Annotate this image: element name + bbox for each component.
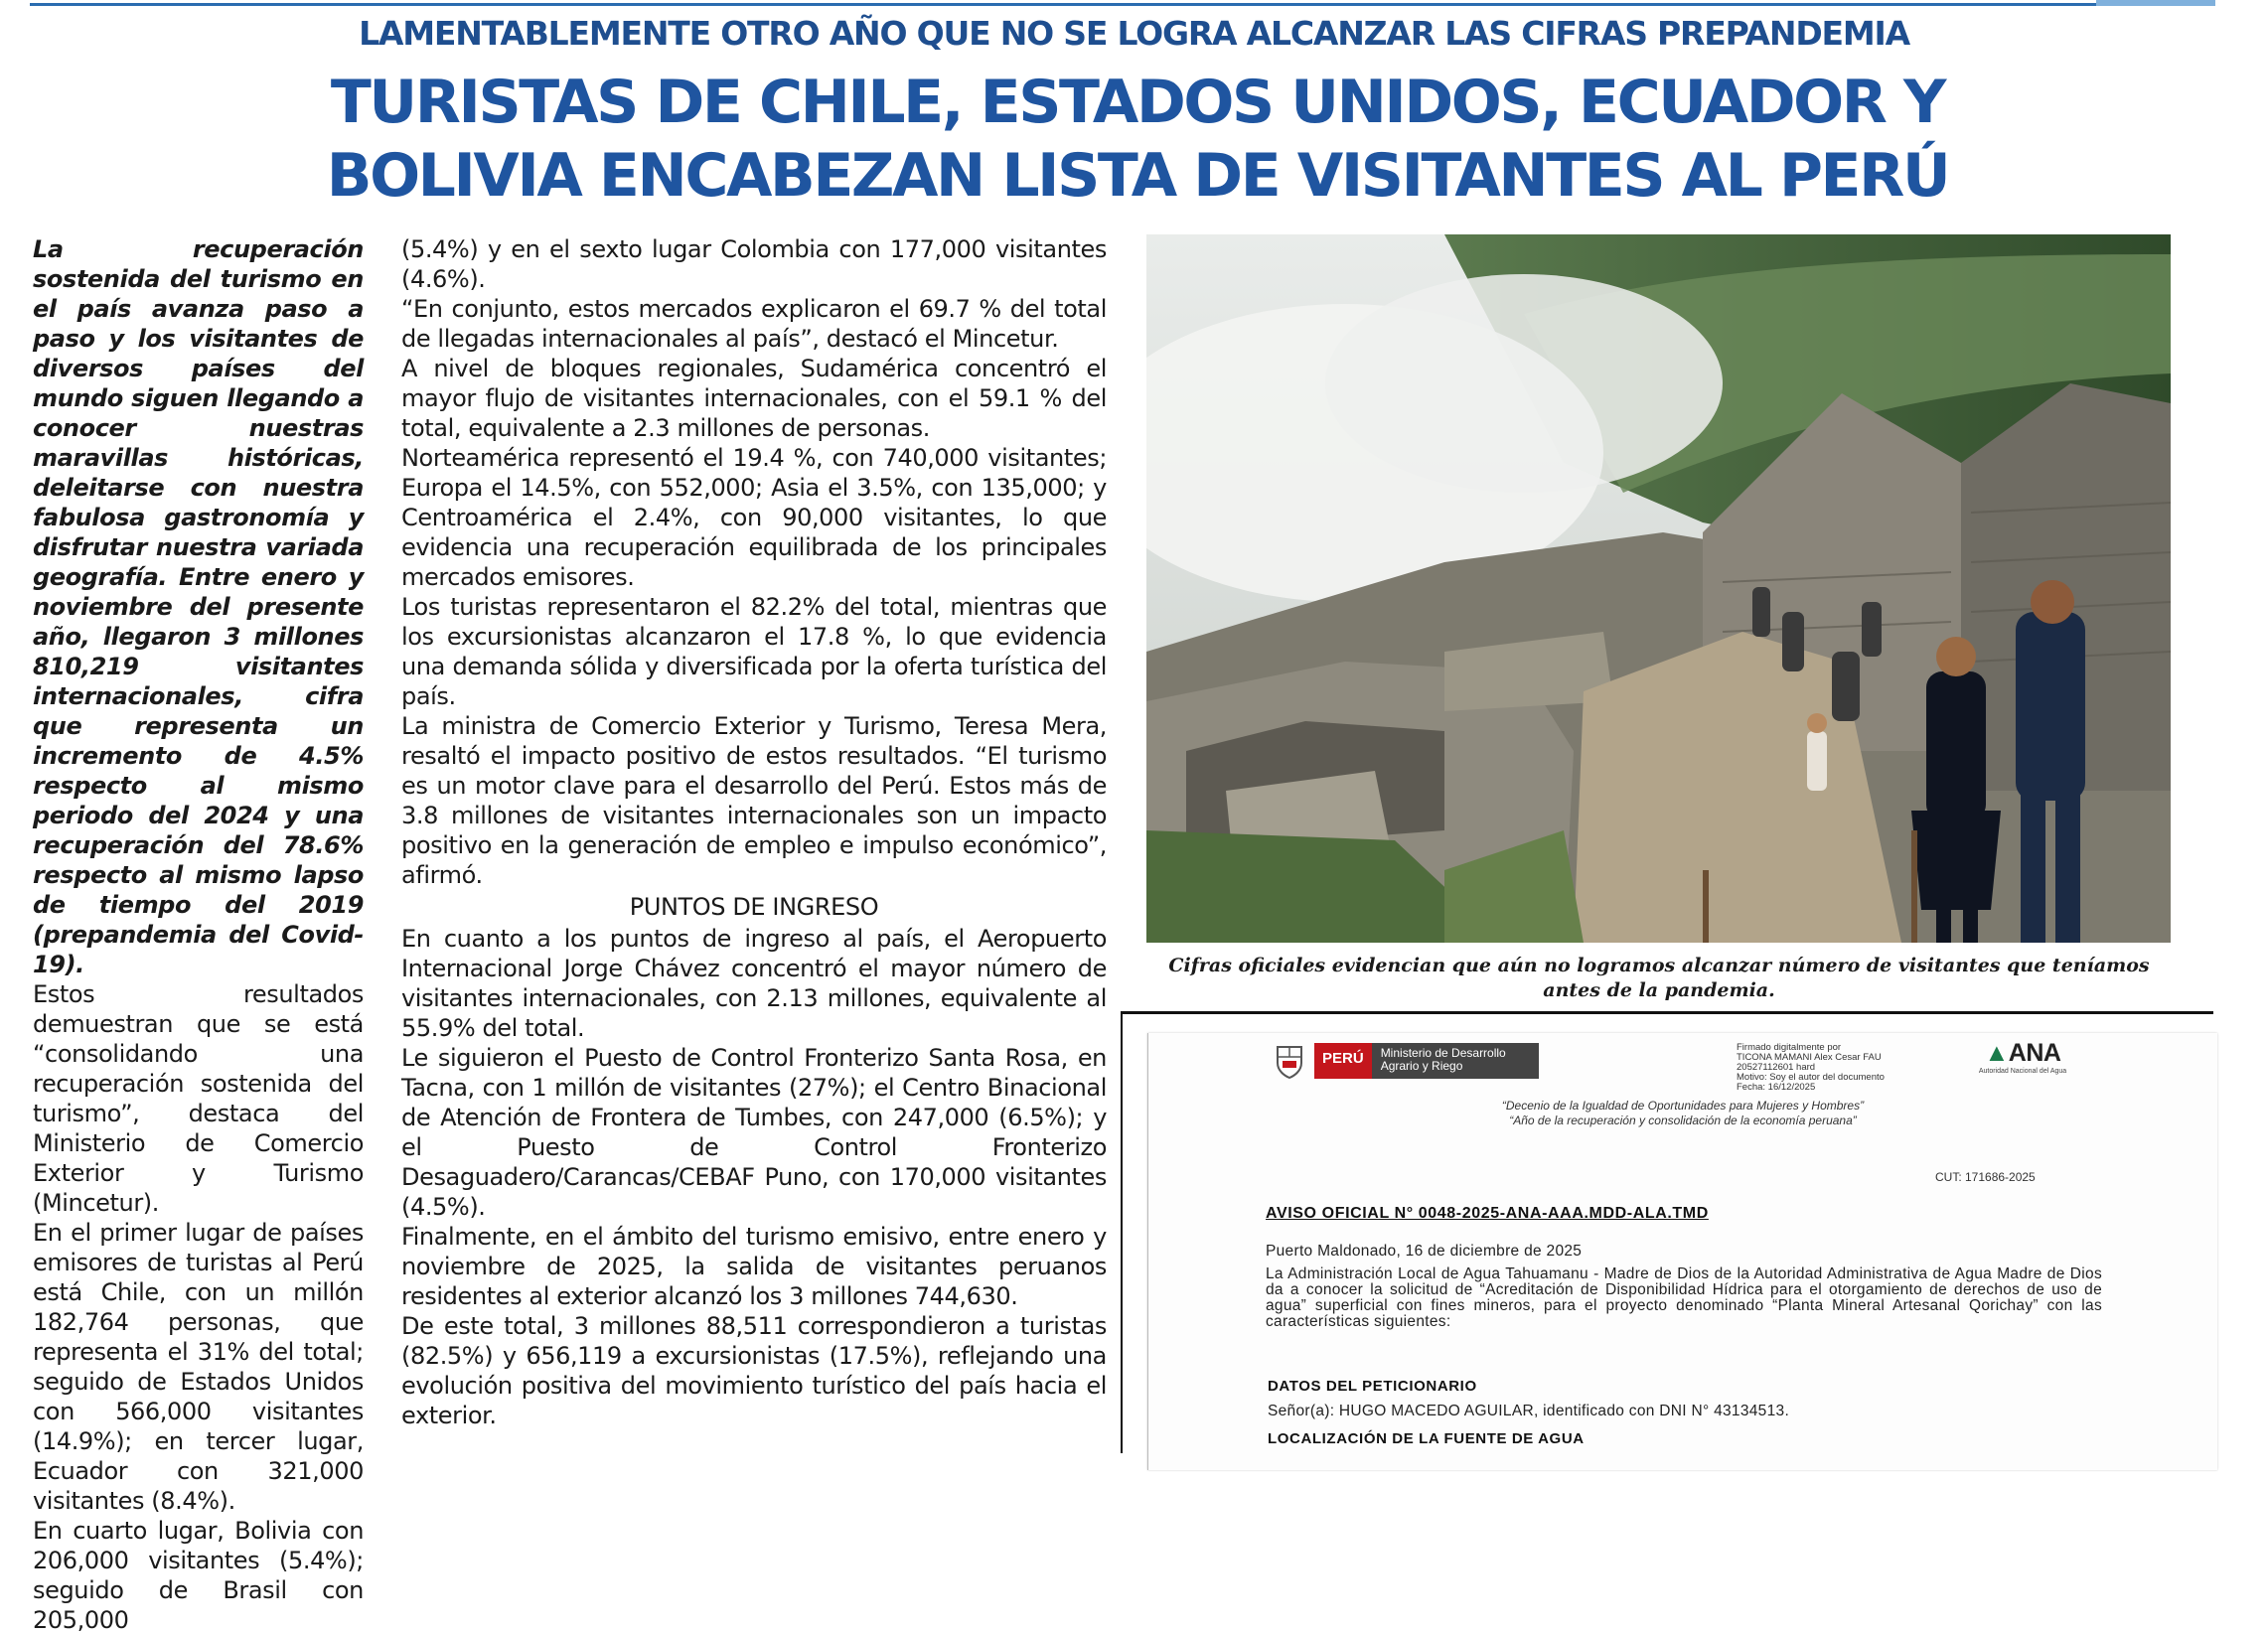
lead-paragraph: La recuperación sostenida del turismo en el país avanza paso a paso y los visitantes de diversos países del mundo siguen llegando a conocer nuestras maravillas históricas, deleitarse con nuestra fabulosa gastronomía y disfrutar nuestra variada geografía. Entre enero y noviembre del presente año, llegaron 3 millones 810,219 visitantes internacionales, cifra que representa un incremento de 4.5% respecto al mismo periodo del 2024 y una recuperación del 78.6% respecto al mismo lapso de tiempo del 2019 (prepandemia del Covid-19). bbox=[33, 235, 364, 978]
paragraph: Finalmente, en el ámbito del turismo emisivo, entre enero y noviembre de 2025, la salida de visitantes peruanos residentes al exterior alcanzó los 3 millones 744,630. bbox=[401, 1223, 1107, 1310]
notice-place-date: Puerto Maldonado, 16 de diciembre de 2025 bbox=[1266, 1243, 1583, 1260]
paragraph: En cuarto lugar, Bolivia con 206,000 visitantes (5.4%); seguido de Brasil con 205,000 bbox=[33, 1517, 364, 1634]
ana-logo-text bbox=[1948, 1039, 2097, 1068]
decenio-text bbox=[1148, 1099, 2217, 1128]
digital-signature bbox=[1737, 1043, 1885, 1093]
paragraph: “En conjunto, estos mercados explicaron el 69.7 % del total de llegadas internacionales al país”, destacó el Mincetur. bbox=[401, 295, 1107, 353]
decenio-line: “Decenio de la Igualdad de Oportunidades para Mujeres y Hombres” bbox=[1501, 1099, 1865, 1113]
paragraph: Estos resultados demuestran que se está “consolidando una recuperación sostenida del turismo”, destaca del Ministerio de Comercio Exterior y Turismo (Mincetur). bbox=[33, 980, 364, 1217]
water-source-heading: LOCALIZACIÓN DE LA FUENTE DE AGUA bbox=[1268, 1430, 1585, 1447]
signature-line: Firmado digitalmente por bbox=[1737, 1042, 1842, 1053]
headline-line-2: BOLIVIA ENCABEZAN LISTA DE VISITANTES AL PERÚ bbox=[326, 141, 1949, 211]
section-divider bbox=[1121, 1011, 2213, 1014]
signature-line: Motivo: Soy el autor del documento bbox=[1737, 1072, 1885, 1083]
kicker: LAMENTABLEMENTE OTRO AÑO QUE NO SE LOGRA ALCANZAR LAS CIFRAS PREPANDEMIA bbox=[359, 14, 1909, 53]
ana-subtitle: Autoridad Nacional del Agua bbox=[1978, 1068, 2067, 1075]
cut-number: CUT: 171686-2025 bbox=[1935, 1170, 2036, 1184]
signature-line: TICONA MAMANI Alex Cesar FAU bbox=[1737, 1052, 1882, 1063]
paragraph: Le siguieron el Puesto de Control Fronterizo Santa Rosa, en Tacna, con 1 millón de visitantes (27%); el Centro Binacional de Atención de Frontera de Tumbes, con 247,000 (6.5%); y el Puesto de Control Fronterizo Desaguadero/Carancas/CEBAF Puno, con 170,000 visitantes (4.5%). bbox=[401, 1044, 1107, 1221]
government-logo bbox=[1273, 1043, 1539, 1079]
paragraph: En cuanto a los puntos de ingreso al país, el Aeropuerto Internacional Jorge Chávez concentró el mayor número de visitantes internacionales, con 2.13 millones, equivalente al 55.9% del total. bbox=[401, 925, 1107, 1042]
article-column-2 bbox=[401, 234, 1107, 1430]
top-rule bbox=[30, 3, 2215, 6]
ana-logo-mark-icon: ▲ bbox=[1984, 1039, 2009, 1067]
paragraph: La ministra de Comercio Exterior y Turismo, Teresa Mera, resaltó el impacto positivo de estos resultados. “El turismo es un motor clave para el desarrollo del Perú. Estos más de 3.8 millones de visitantes internacionales son un impacto positivo en la generación de empleo e impulso económico”, afirmó. bbox=[401, 712, 1107, 889]
ana-logo bbox=[1948, 1039, 2097, 1075]
official-notice bbox=[1147, 1033, 2217, 1470]
decenio-line: “Año de la recuperación y consolidación de la economía peruana” bbox=[1509, 1114, 1857, 1127]
coat-of-arms-icon bbox=[1273, 1043, 1306, 1079]
ministry-label: Ministerio de Desarrollo Agrario y Riego bbox=[1372, 1043, 1539, 1079]
signature-line: 20527112601 hard bbox=[1737, 1062, 1816, 1073]
petitioner-name: Señor(a): HUGO MACEDO AGUILAR, identificado con DNI N° 43134513. bbox=[1268, 1403, 1790, 1419]
notice-title: AVISO OFICIAL N° 0048-2025-ANA-AAA.MDD-ALA.TMD bbox=[1266, 1205, 1709, 1222]
machu-picchu-photo bbox=[1146, 234, 2171, 943]
top-rule-accent bbox=[2096, 0, 2215, 6]
headline-line-1: TURISTAS DE CHILE, ESTADOS UNIDOS, ECUADOR Y bbox=[330, 68, 1945, 137]
paragraph: De este total, 3 millones 88,511 correspondieron a turistas (82.5%) y 656,119 a excursionistas (17.5%), reflejando una evolución positiva del movimiento turístico del país hacia el exterior. bbox=[401, 1312, 1107, 1429]
paragraph: Norteamérica representó el 19.4 %, con 740,000 visitantes; Europa el 14.5%, con 552,000; Asia el 3.5%, con 135,000; y Centroamérica el 2.4%, con 90,000 visitantes, lo que evidencia una recuperación equilibrada de los principales mercados emisores. bbox=[401, 444, 1107, 591]
paragraph: A nivel de bloques regionales, Sudamérica concentró el mayor flujo de visitantes internacionales, con el 59.1 % del total, equivalente a 2.3 millones de personas. bbox=[401, 355, 1107, 442]
article-column-1 bbox=[33, 234, 364, 1635]
peru-label: PERÚ bbox=[1314, 1043, 1372, 1079]
notice-body: La Administración Local de Agua Tahuamanu - Madre de Dios de la Autoridad Administrativa de Agua Madre de Dios da a conocer la solicitud de “Acreditación de Disponibilidad Hídrica para el otorgamiento de derechos de uso de agua” superficial con fines mineros, para el proyecto denominado “Planta Mineral Artesanal Qorichay” con las características siguientes: bbox=[1266, 1265, 2102, 1330]
photo-caption: Cifras oficiales evidencian que aún no logramos alcanzar número de visitantes que teníamos antes de la pandemia. bbox=[1168, 955, 2150, 1001]
signature-line: Fecha: 16/12/2025 bbox=[1737, 1082, 1816, 1093]
petitioner-heading: DATOS DEL PETICIONARIO bbox=[1268, 1378, 1477, 1395]
headline bbox=[298, 66, 1977, 213]
paragraph: (5.4%) y en el sexto lugar Colombia con 177,000 visitantes (4.6%). bbox=[401, 235, 1107, 293]
section-subhead: PUNTOS DE INGRESO bbox=[629, 893, 879, 921]
paragraph: En el primer lugar de países emisores de turistas al Perú está Chile, con un millón 182,764 personas, que representa el 31% del total; seguido de Estados Unidos con 566,000 visitantes (14.9%); en tercer lugar, Ecuador con 321,000 visitantes (8.4%). bbox=[33, 1219, 364, 1515]
notice-border bbox=[1121, 1011, 1123, 1453]
ana-logo-label: ANA bbox=[2008, 1039, 2061, 1067]
paragraph: Los turistas representaron el 82.2% del total, mientras que los excursionistas alcanzaron el 17.8 %, lo que evidencia una demanda sólida y diversificada por la oferta turística del país. bbox=[401, 593, 1107, 710]
